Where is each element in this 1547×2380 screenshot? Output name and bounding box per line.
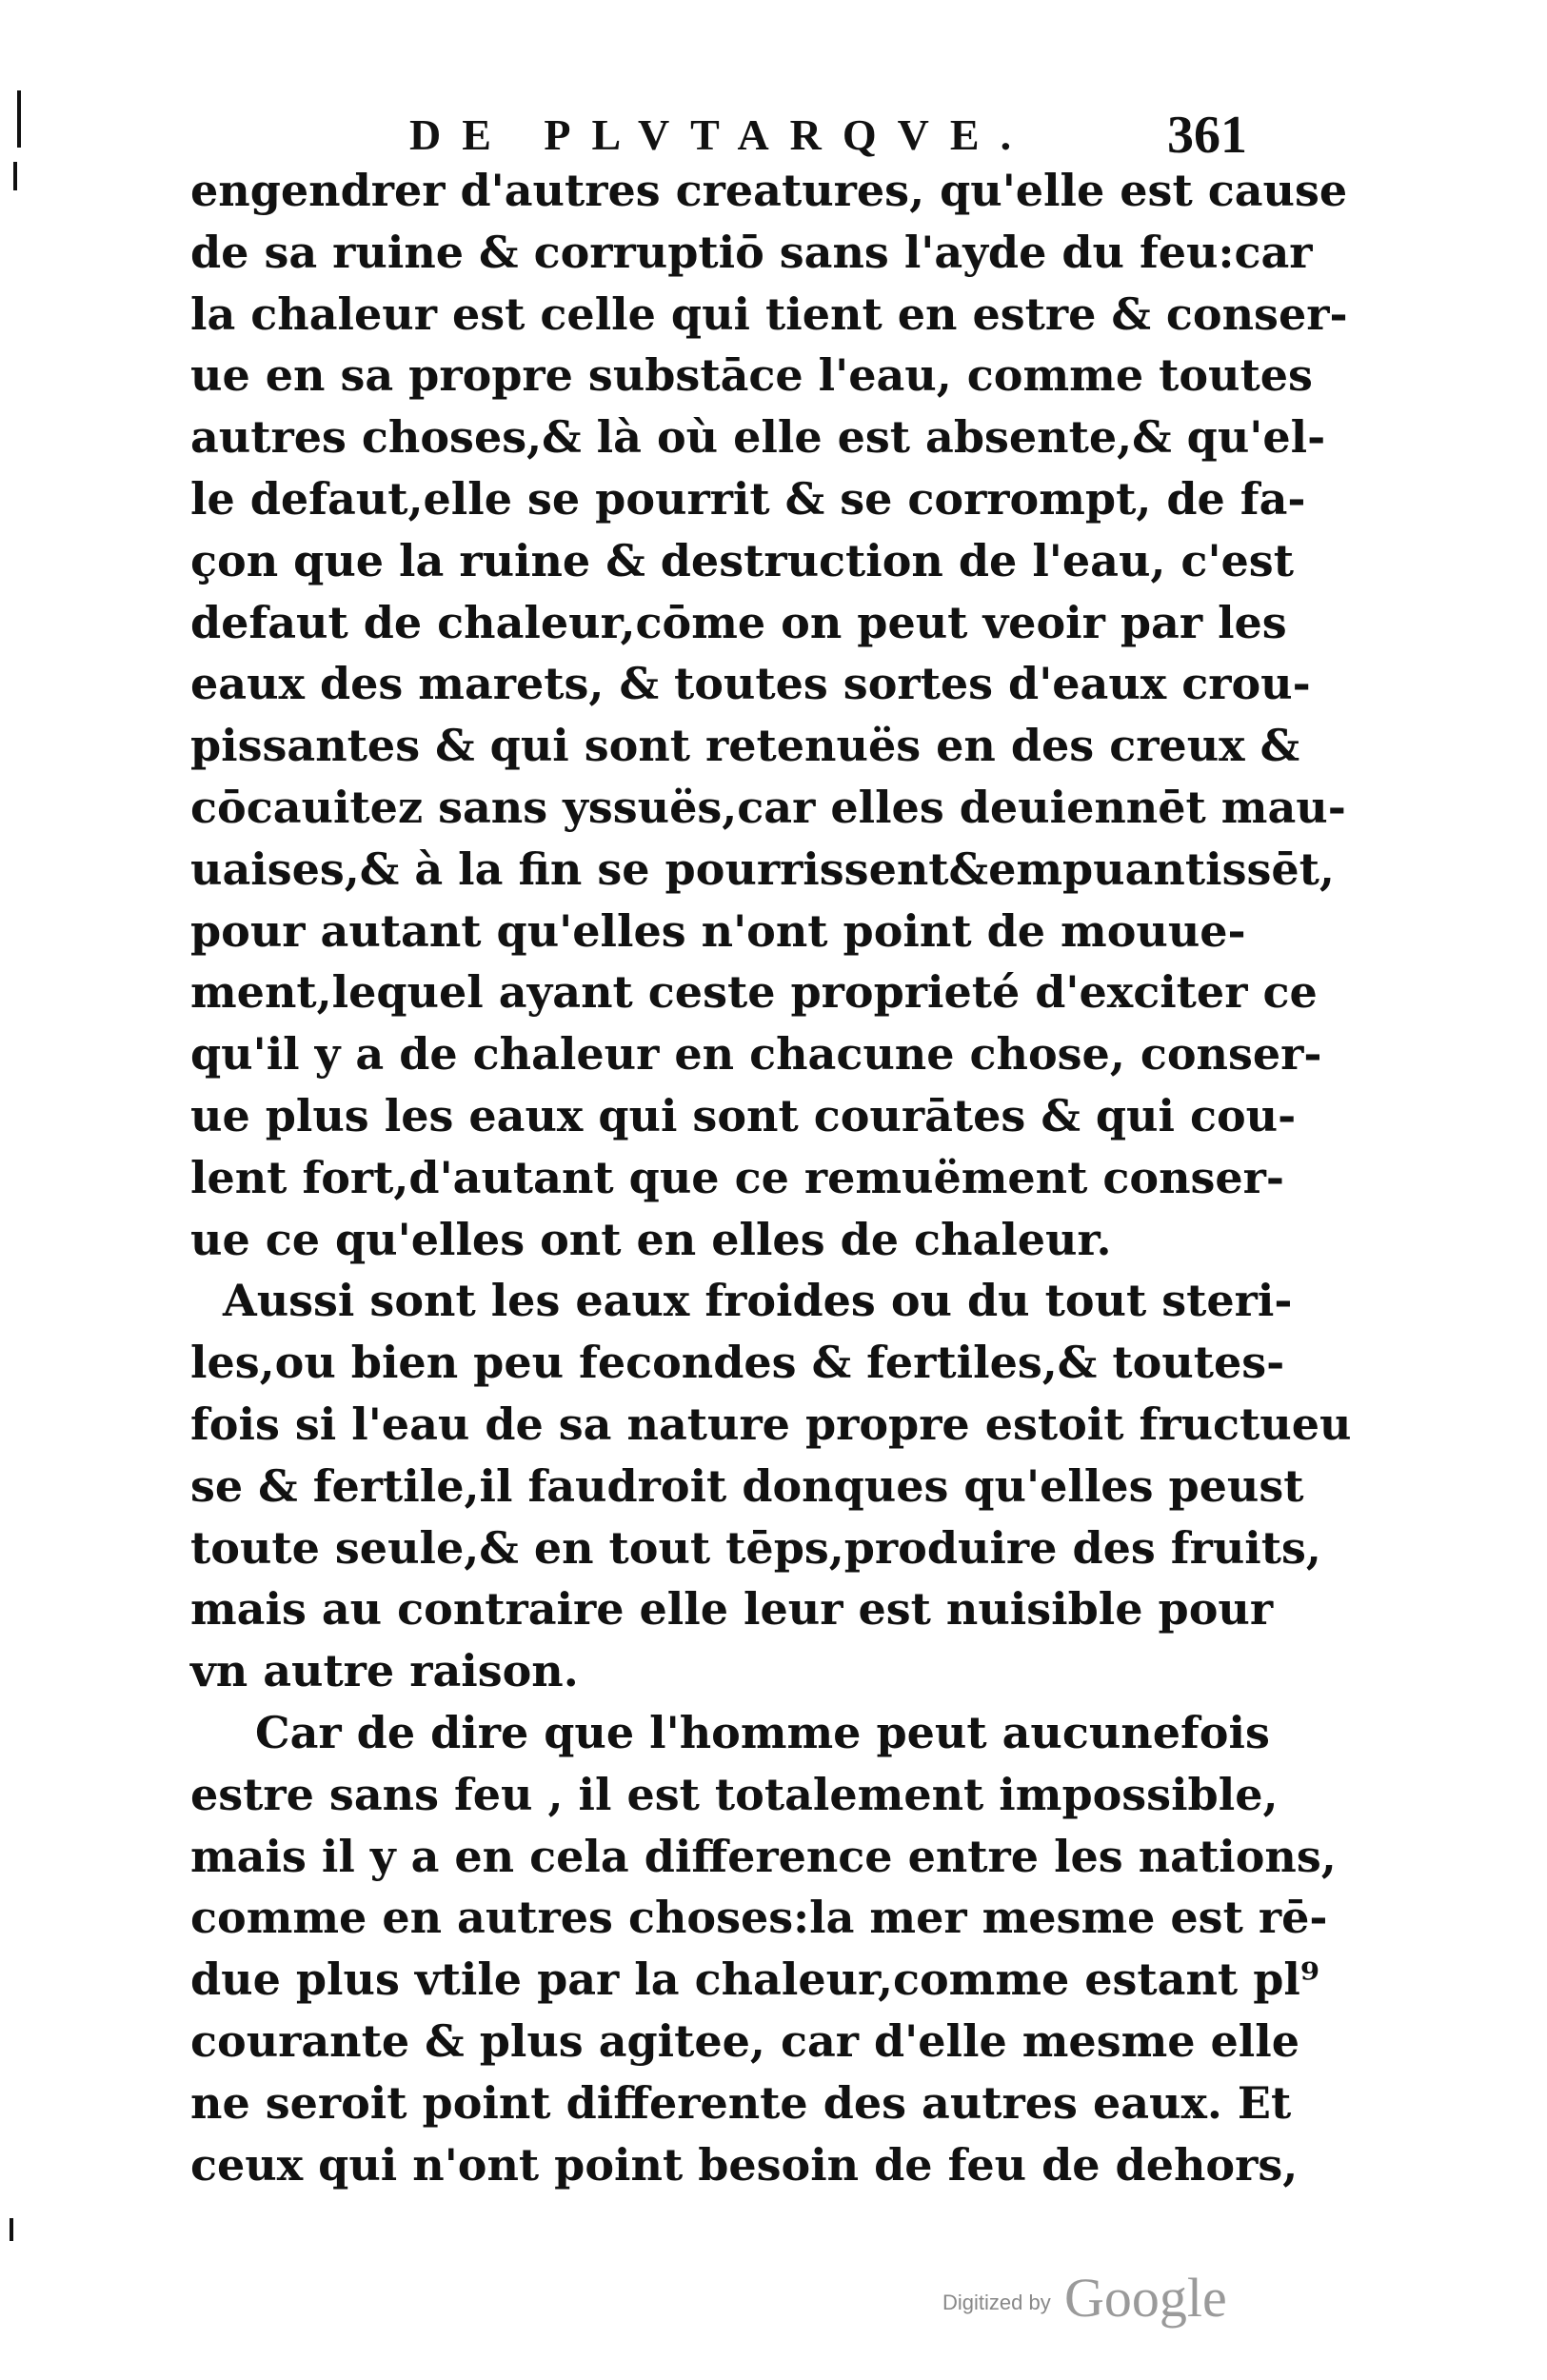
- text-line: ceux qui n'ont point besoin de feu de dehors,: [190, 2138, 1299, 2191]
- text-line: defaut de chaleur,cōme on peut veoir par les: [190, 596, 1287, 648]
- text-line: comme en autres choses:la mer mesme est rē-: [190, 1892, 1328, 1944]
- text-line: autres choses,& là où elle est absente,& qu'el-: [190, 411, 1326, 464]
- text-line: estre sans feu , il est totalement impossible,: [190, 1768, 1279, 1820]
- google-logo: Google: [1064, 2267, 1227, 2329]
- text-line: ment,lequel ayant ceste proprieté d'exciter ce: [190, 966, 1318, 1019]
- text-line: engendrer d'autres creatures, qu'elle est cause: [190, 165, 1348, 216]
- text-line: Aussi sont les eaux froides ou du tout steri-: [223, 1275, 1293, 1327]
- text-line: mais il y a en cela difference entre les nations,: [190, 1830, 1337, 1882]
- digitized-watermark: [942, 2266, 1257, 2332]
- text-line: courante & plus agitee, car d'elle mesme elle: [190, 2014, 1300, 2067]
- text-line: ue plus les eaux qui sont courātes & qui cou-: [190, 1089, 1297, 1141]
- text-line: ue en sa propre substāce l'eau, comme toutes: [190, 349, 1313, 402]
- text-line: ue ce qu'elles ont en elles de chaleur.: [190, 1213, 1112, 1265]
- page-number: 361: [1167, 106, 1247, 165]
- text-line: qu'il y a de chaleur en chacune chose, conser-: [190, 1028, 1322, 1081]
- running-head: DE PLVTARQVE.: [409, 110, 1033, 159]
- margin-mark: [13, 162, 17, 190]
- text-line: de sa ruine & corruptiō sans l'ayde du feu:car: [190, 226, 1313, 278]
- text-line: les,ou bien peu fecondes & fertiles,& toutes-: [190, 1337, 1285, 1389]
- body-text: [190, 160, 1352, 2195]
- text-line: due plus vtile par la chaleur,comme estant pl⁹: [190, 1954, 1319, 2006]
- text-line: cōcauitez sans yssuës,car elles deuiennēt mau-: [190, 781, 1346, 833]
- text-line: uaises,& à la fin se pourrissent&empuantissēt,: [190, 843, 1335, 895]
- text-line: mais au contraire elle leur est nuisible pour: [190, 1583, 1274, 1636]
- text-line: lent fort,d'autant que ce remuëment conser-: [190, 1151, 1285, 1203]
- text-line: toute seule,& en tout tēps,produire des fruits,: [190, 1521, 1321, 1574]
- text-line: eaux des marets, & toutes sortes d'eaux crou-: [190, 658, 1311, 710]
- text-line: vn autre raison.: [190, 1645, 579, 1697]
- text-line: se & fertile,il faudroit donques qu'elles peust: [190, 1459, 1304, 1512]
- margin-mark: [17, 90, 21, 148]
- digitized-by-label: Digitized by: [942, 2291, 1051, 2314]
- text-line: Car de dire que l'homme peut aucunefois: [255, 1706, 1270, 1758]
- text-line: la chaleur est celle qui tient en estre & conser-: [190, 288, 1348, 340]
- text-line: ne seroit point differente des autres eaux. Et: [190, 2076, 1292, 2129]
- text-line: çon que la ruine & destruction de l'eau, c'est: [190, 534, 1294, 586]
- text-line: pissantes & qui sont retenuës en des creux &: [190, 720, 1300, 772]
- text-line: pour autant qu'elles n'ont point de mouue-: [190, 904, 1246, 957]
- text-line: fois si l'eau de sa nature propre estoit fructueu: [190, 1398, 1352, 1450]
- text-line: le defaut,elle se pourrit & se corrompt, de fa-: [190, 472, 1306, 525]
- margin-mark: [10, 2218, 13, 2241]
